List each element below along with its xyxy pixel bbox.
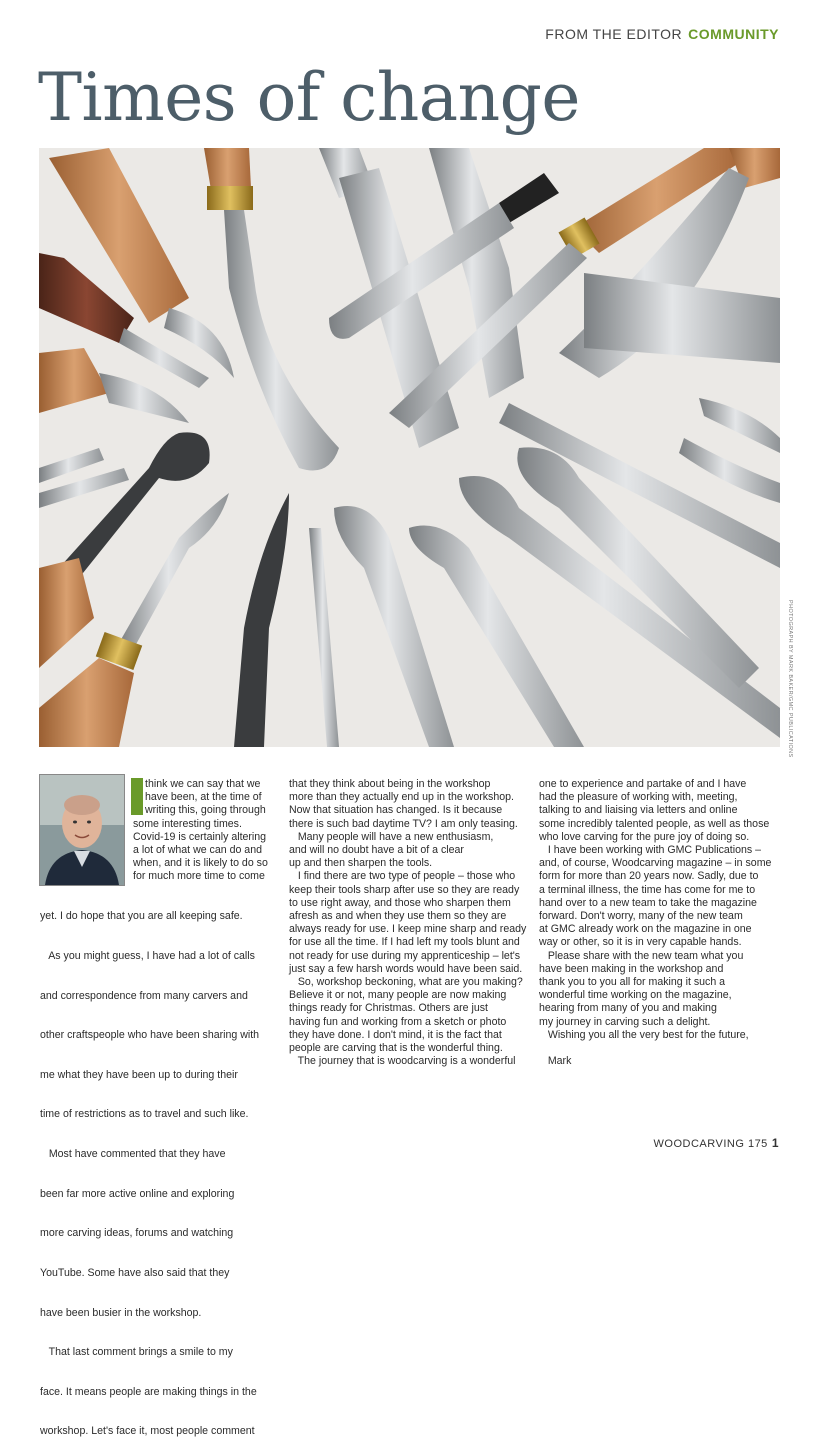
text-line: and, of course, Woodcarving magazine – in some — [539, 857, 772, 870]
text-line: just say a few harsh words would have been said. — [289, 962, 523, 975]
text-line: one to experience and partake of and I have — [539, 778, 747, 790]
text-line: Wishing you all the very best for the future, — [539, 1028, 749, 1041]
column-1 — [40, 884, 259, 1452]
text-line: Please share with the new team what you — [539, 949, 744, 962]
text-line: who love carving for the pure joy of doing so. — [539, 830, 750, 843]
text-line: up and then sharpen the tools. — [289, 857, 433, 870]
text-line: Most have commented that they have — [40, 1148, 226, 1161]
text-line: have been busier in the workshop. — [40, 1306, 202, 1319]
text-line: wonderful time working on the magazine, — [539, 989, 732, 1002]
text-line: at GMC already work on the magazine in one — [539, 923, 752, 936]
text-line: form for more than 20 years now. Sadly, due to — [539, 870, 759, 883]
text-line: for much more time to come — [133, 870, 265, 883]
text-line: keep their tools sharp after use so they are ready — [289, 883, 520, 896]
text-line: having fun and working from a sketch or photo — [289, 1015, 507, 1028]
page-footer — [654, 1136, 779, 1150]
magazine-name: WOODCARVING 175 — [653, 1138, 768, 1150]
text-line: for use all the time. If I had left my tools blunt and — [289, 936, 520, 949]
photo-credit: PHOTOGRAPH BY MARK BAKER/GMC PUBLICATIONS — [787, 600, 793, 758]
text-line: hand over to a new team to take the magazine — [539, 896, 757, 909]
text-line: more than they actually end up in the workshop. — [289, 791, 514, 804]
text-line — [539, 1042, 771, 1055]
section-header — [545, 26, 779, 42]
text-line: forward. Don't worry, many of the new team — [539, 910, 743, 923]
text-line: and will no doubt have a bit of a clear — [289, 844, 464, 857]
text-line: they have done. I don't mind, it is the fact that — [289, 1028, 502, 1041]
text-line: hearing from many of you and making — [539, 1002, 717, 1015]
page-number: 1 — [771, 1136, 779, 1150]
article-title: Times of change — [38, 59, 580, 136]
text-line: some interesting times. — [133, 817, 242, 830]
text-line: not ready for use during my apprenticeship – let's — [289, 949, 521, 962]
text-line: had the pleasure of working with, meeting, — [539, 791, 738, 804]
text-line: I have been working with GMC Publications – — [539, 844, 761, 857]
category-label: COMMUNITY — [688, 26, 779, 42]
section-label: FROM THE EDITOR — [545, 26, 683, 42]
text-line: I find there are two type of people – those who — [289, 870, 516, 883]
text-line: way or other, so it is in very capable hands. — [539, 936, 742, 949]
text-line: time of restrictions as to travel and such like. — [40, 1108, 249, 1121]
text-line: there is such bad daytime TV? I am only teasing. — [289, 817, 518, 830]
text-line: yet. I do hope that you are all keeping safe. — [40, 910, 243, 923]
text-line: talking to and liaising via letters and online — [539, 804, 738, 817]
text-line: me what they have been up to during their — [40, 1068, 238, 1081]
column-1-intro — [133, 778, 268, 884]
text-line: Believe it or not, many people are now making — [289, 989, 507, 1002]
text-line: other craftspeople who have been sharing with — [40, 1029, 260, 1042]
text-line: that they think about being in the workshop — [289, 778, 491, 790]
text-line: and correspondence from many carvers and — [40, 989, 248, 1002]
text-line: been far more active online and exploring — [40, 1187, 235, 1200]
text-line: more carving ideas, forums and watching — [40, 1227, 234, 1240]
text-line: to use right away, and those who sharpen them — [289, 896, 511, 909]
column-3 — [539, 778, 771, 1068]
text-line: So, workshop beckoning, what are you making? — [289, 976, 523, 989]
carving-tools-photo — [39, 148, 780, 747]
text-line: a lot of what we can do and — [133, 844, 262, 857]
text-line: afresh as and when they use them so they are — [289, 910, 507, 923]
text-line: writing this, going through — [145, 804, 266, 817]
text-line: have been, at the time of — [145, 791, 262, 804]
text-line: Covid-19 is certainly altering — [133, 830, 267, 843]
text-line: some incredibly talented people, as well as those — [539, 817, 770, 830]
text-line: people are carving that is the wonderful thing. — [289, 1042, 503, 1055]
text-line: workshop. Let's face it, most people comment — [40, 1425, 255, 1438]
editor-portrait — [39, 774, 125, 886]
column-2 — [289, 778, 526, 1068]
text-line: thank you to you all for making it such a — [539, 976, 726, 989]
text-line: YouTube. Some have also said that they — [40, 1266, 230, 1279]
text-line: Many people will have a new enthusiasm, — [289, 830, 494, 843]
text-line: always ready for use. I keep mine sharp and ready — [289, 923, 527, 936]
text-line: The journey that is woodcarving is a wonderful — [289, 1055, 516, 1068]
text-line: a terminal illness, the time has come for me to — [539, 883, 756, 896]
text-line: Now that situation has changed. Is it because — [289, 804, 503, 817]
text-line: That last comment brings a smile to my — [40, 1346, 233, 1359]
text-line: have been making in the workshop and — [539, 962, 724, 975]
text-line: when, and it is likely to do so — [133, 857, 268, 870]
text-line: face. It means people are making things in the — [40, 1385, 257, 1398]
text-line: things ready for Christmas. Others are just — [289, 1002, 489, 1015]
text-line: think we can say that we — [145, 778, 261, 790]
text-line: As you might guess, I have had a lot of calls — [40, 950, 255, 963]
text-line: my journey in carving such a delight. — [539, 1015, 711, 1028]
signature: Mark — [539, 1055, 572, 1068]
